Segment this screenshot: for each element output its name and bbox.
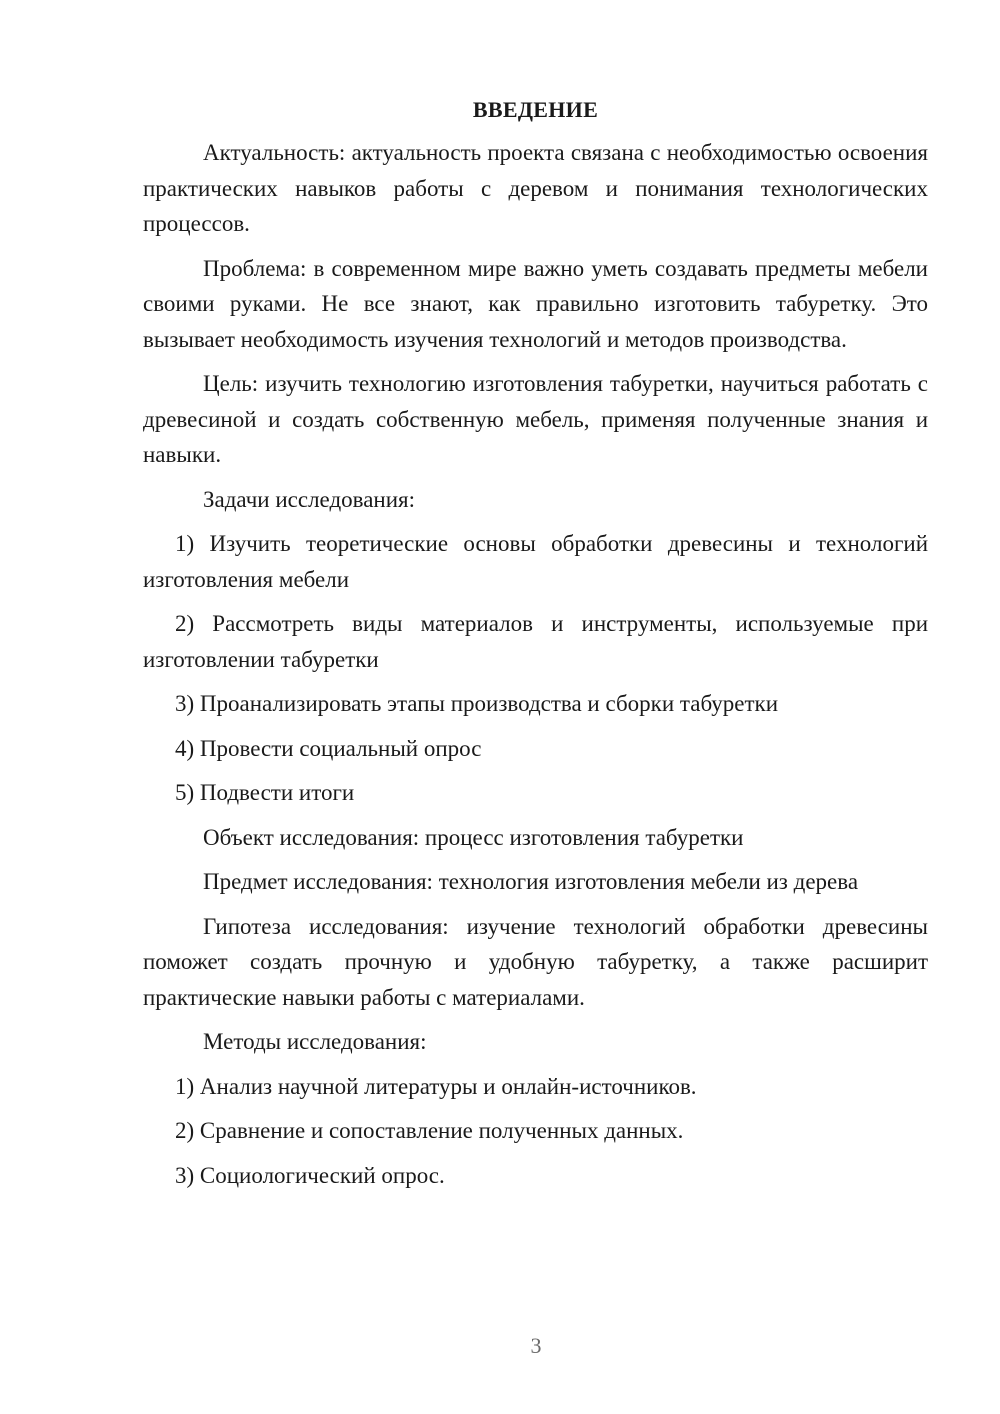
problem-paragraph: Проблема: в современном мире важно уметь создавать предметы мебели своими руками. Не все знают, как правильно изготовить табуретку. Это вызывает необходимость изучения технологий и методов производства.	[143, 255, 928, 352]
task-item-1: 1) Изучить теоретические основы обработки древесины и технологий изготовления мебели	[143, 531, 928, 592]
section-title: ВВЕДЕНИЕ	[472, 97, 599, 122]
methods-heading: Методы исследования:	[203, 1029, 427, 1054]
document-page	[143, 92, 928, 1202]
task-item-3: 3) Проанализировать этапы производства и сборки табуретки	[175, 691, 779, 716]
page-number: 3	[530, 1333, 542, 1358]
method-item-3: 3) Социологический опрос.	[175, 1162, 445, 1188]
method-item-1: 1) Анализ научной литературы и онлайн-источников.	[175, 1073, 697, 1099]
method-item-2: 2) Сравнение и сопоставление полученных данных.	[175, 1118, 684, 1143]
research-subject: Предмет исследования: технология изготовления мебели из дерева	[203, 869, 859, 894]
task-item-4: 4) Провести социальный опрос	[175, 735, 482, 761]
hypothesis-paragraph: Гипотеза исследования: изучение технологий обработки древесины поможет создать прочную и удобную табуретку, а также расширит практические навыки работы с материалами.	[143, 913, 928, 1010]
task-item-2: 2) Рассмотреть виды материалов и инструменты, используемые при изготовлении табуретки	[143, 611, 928, 672]
tasks-heading: Задачи исследования:	[203, 486, 416, 512]
research-object: Объект исследования: процесс изготовления табуретки	[203, 824, 744, 850]
relevance-paragraph: Актуальность: актуальность проекта связана с необходимостью освоения практических навыков работы с деревом и понимания технологических процессов.	[143, 140, 928, 236]
task-item-5: 5) Подвести итоги	[175, 780, 355, 805]
goal-paragraph: Цель: изучить технологию изготовления табуретки, научиться работать с древесиной и создать собственную мебель, применяя полученные знания и навыки.	[143, 371, 928, 467]
